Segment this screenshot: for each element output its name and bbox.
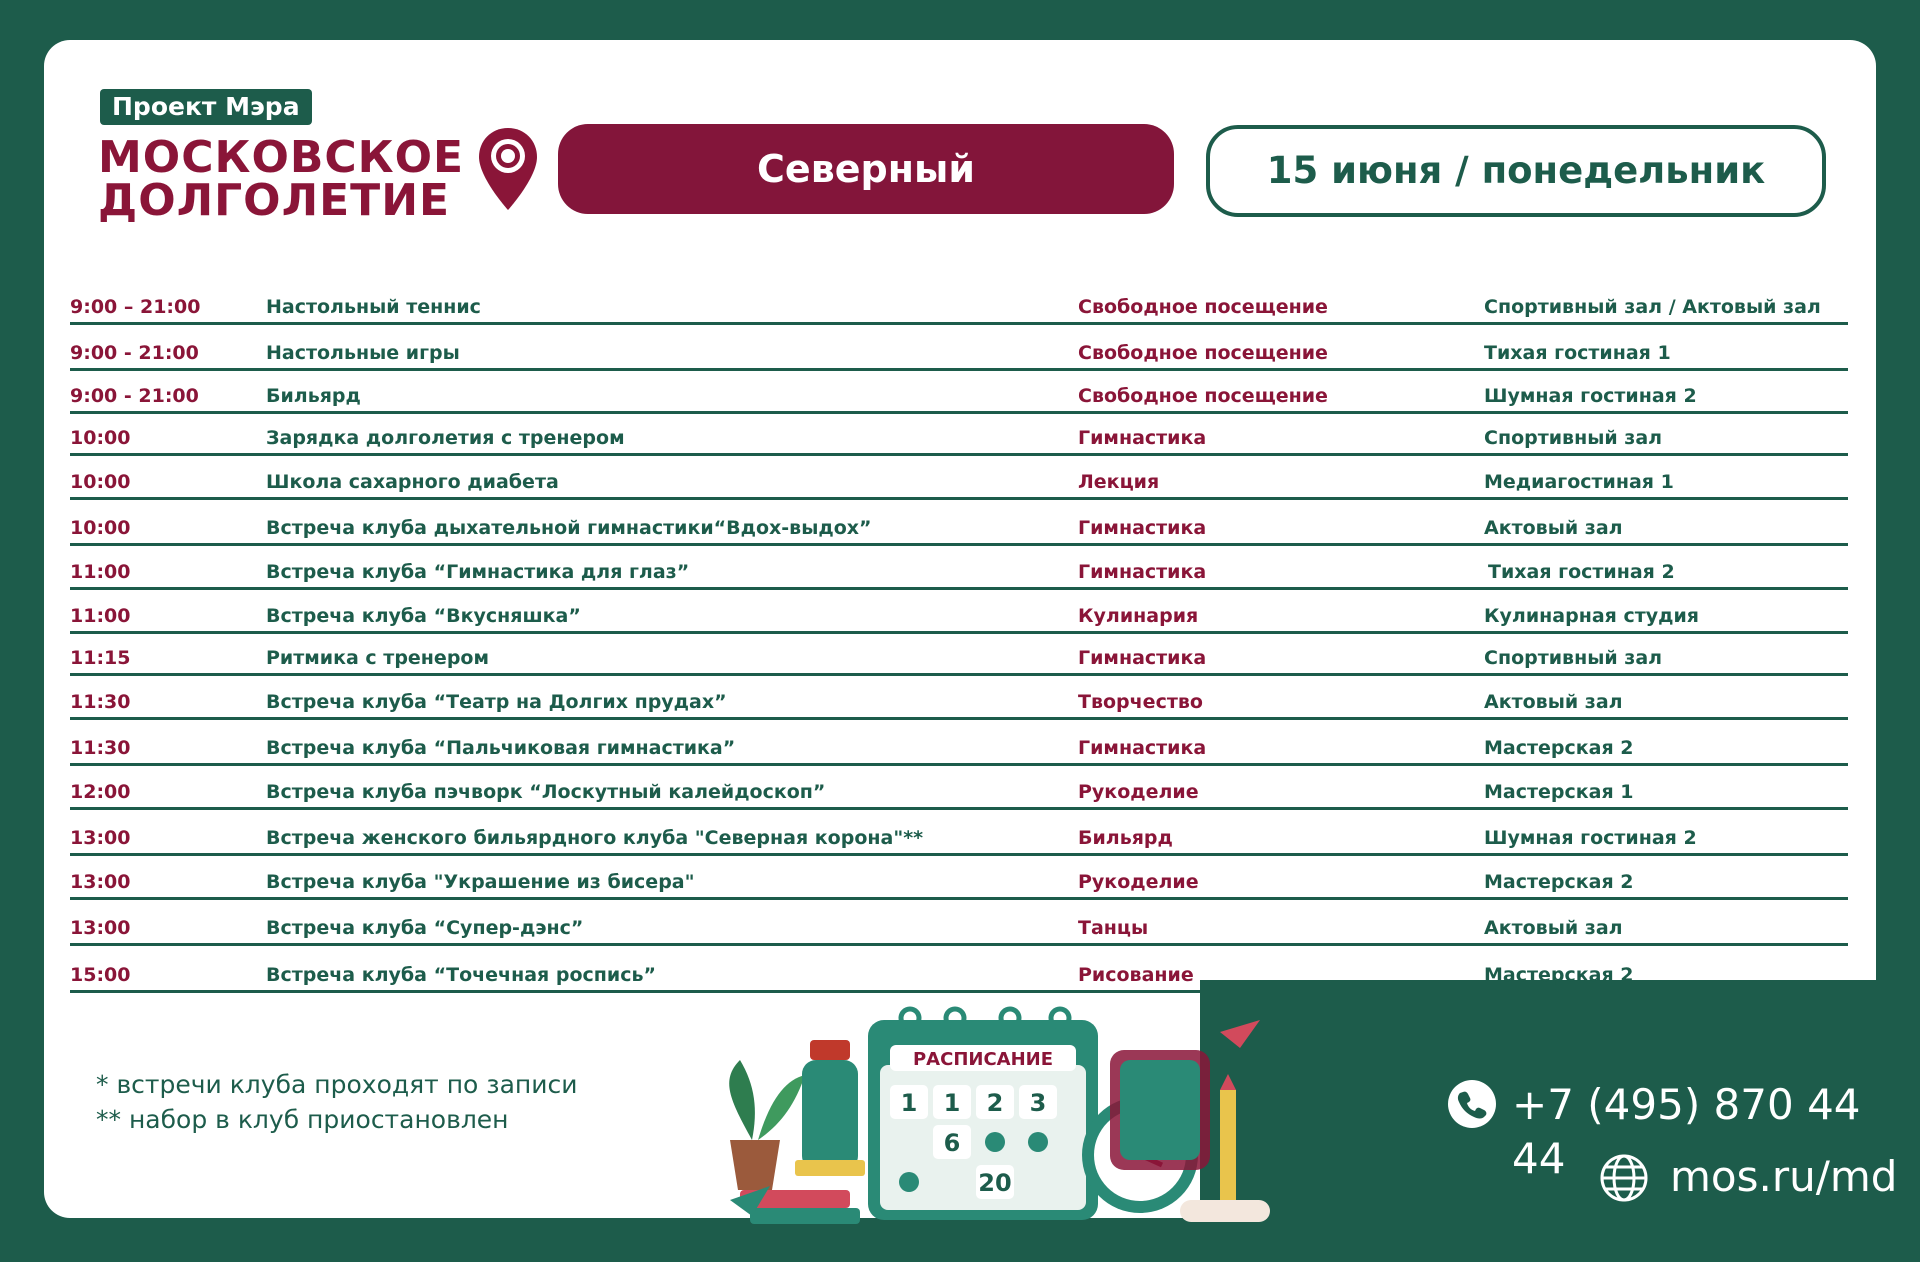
table-row	[70, 368, 1848, 414]
row-time: 13:00	[70, 827, 131, 849]
row-event: Встреча клуба “Супер-дэнс”	[266, 917, 584, 939]
row-time: 10:00	[70, 471, 131, 493]
row-place: Актовый зал	[1484, 691, 1623, 713]
table-row	[70, 453, 1848, 500]
project-badge: Проект Мэра	[100, 89, 312, 125]
row-event: Встреча клуба “Точечная роспись”	[266, 964, 656, 986]
row-event: Бильярд	[266, 385, 361, 407]
row-place: Актовый зал	[1484, 517, 1623, 539]
row-type: Гимнастика	[1078, 561, 1207, 583]
row-place: Шумная гостиная 2	[1484, 827, 1697, 849]
row-type: Творчество	[1078, 691, 1203, 713]
row-type: Рукоделие	[1078, 781, 1199, 803]
row-time: 11:30	[70, 737, 131, 759]
row-type: Гимнастика	[1078, 737, 1207, 759]
row-event: Встреча клуба “Гимнастика для глаз”	[266, 561, 690, 583]
calendar-cell: 3	[1029, 1089, 1047, 1117]
table-row	[70, 631, 1848, 676]
row-time: 9:00 - 21:00	[70, 385, 199, 407]
row-place: Спортивный зал / Актовый зал	[1484, 296, 1821, 318]
table-row	[70, 897, 1848, 946]
table-row	[70, 543, 1848, 590]
footnote-registration: * встречи клуба проходят по записи	[96, 1070, 578, 1099]
calendar-cell: 1	[943, 1089, 961, 1117]
row-time: 10:00	[70, 427, 131, 449]
table-row	[70, 717, 1848, 766]
table-row	[70, 853, 1848, 900]
row-event: Встреча клуба пэчворк “Лоскутный калейдоскоп”	[266, 781, 826, 803]
row-type: Танцы	[1078, 917, 1149, 939]
row-time: 11:00	[70, 605, 131, 627]
row-type: Бильярд	[1078, 827, 1173, 849]
row-place: Актовый зал	[1484, 917, 1623, 939]
row-time: 12:00	[70, 781, 131, 803]
row-event: Встреча клуба "Украшение из бисера"	[266, 871, 695, 893]
logo-line-1: МОСКОВСКОЕ	[98, 132, 465, 183]
table-row	[70, 763, 1848, 810]
row-event: Школа сахарного диабета	[266, 471, 559, 493]
row-type: Гимнастика	[1078, 427, 1207, 449]
row-event: Настольный теннис	[266, 296, 481, 318]
row-type: Свободное посещение	[1078, 385, 1328, 407]
row-place: Кулинарная студия	[1484, 605, 1699, 627]
row-place: Мастерская 2	[1484, 871, 1634, 893]
footnote-suspended: ** набор в клуб приостановлен	[96, 1105, 509, 1134]
row-place: Шумная гостиная 2	[1484, 385, 1697, 407]
row-type: Рукоделие	[1078, 871, 1199, 893]
row-event: Настольные игры	[266, 342, 460, 364]
table-row	[70, 587, 1848, 634]
row-time: 13:00	[70, 871, 131, 893]
calendar-title: РАСПИСАНИЕ	[912, 1049, 1054, 1070]
row-place: Мастерская 2	[1484, 737, 1634, 759]
table-row	[70, 411, 1848, 456]
table-row	[70, 286, 1848, 325]
row-event: Встреча клуба “Театр на Долгих прудах”	[266, 691, 727, 713]
row-time: 11:15	[70, 647, 131, 669]
row-place: Спортивный зал	[1484, 647, 1663, 669]
row-time: 15:00	[70, 964, 131, 986]
globe-icon	[1598, 1152, 1650, 1204]
row-place: Тихая гостиная 1	[1484, 342, 1671, 364]
table-row	[70, 673, 1848, 720]
row-time: 9:00 - 21:00	[70, 342, 199, 364]
phone-icon	[1446, 1078, 1498, 1130]
row-type: Лекция	[1078, 471, 1160, 493]
logo-line-2: ДОЛГОЛЕТИЕ	[98, 175, 451, 226]
calendar-cell: 2	[986, 1089, 1004, 1117]
district-name: Северный	[558, 124, 1174, 214]
row-type: Свободное посещение	[1078, 342, 1328, 364]
calendar-cell: 20	[978, 1169, 1012, 1197]
calendar-cell: 6	[943, 1129, 961, 1157]
row-event: Ритмика с тренером	[266, 647, 489, 669]
row-place: Тихая гостиная 2	[1488, 561, 1675, 583]
table-row	[70, 322, 1848, 371]
row-place: Спортивный зал	[1484, 427, 1663, 449]
row-time: 13:00	[70, 917, 131, 939]
row-event: Встреча клуба “Пальчиковая гимнастика”	[266, 737, 736, 759]
location-pin-icon	[476, 126, 540, 212]
contact-phone[interactable]: +7 (495) 870 44 44	[1512, 1080, 1861, 1183]
row-place: Медиагостиная 1	[1484, 471, 1674, 493]
row-event: Зарядка долголетия с тренером	[266, 427, 625, 449]
table-row	[70, 943, 1848, 993]
row-type: Гимнастика	[1078, 517, 1207, 539]
row-event: Встреча женского бильярдного клуба "Северная корона"**	[266, 827, 924, 849]
calendar-cell: 1	[900, 1089, 918, 1117]
row-type: Гимнастика	[1078, 647, 1207, 669]
row-type: Свободное посещение	[1078, 296, 1328, 318]
table-row	[70, 497, 1848, 546]
row-time: 9:00 – 21:00	[70, 296, 201, 318]
row-time: 11:30	[70, 691, 131, 713]
row-type: Рисование	[1078, 964, 1194, 986]
schedule-date: 15 июня / понедельник	[1206, 125, 1826, 217]
row-type: Кулинария	[1078, 605, 1199, 627]
schedule-illustration	[580, 990, 1320, 1230]
row-place: Мастерская 2	[1484, 964, 1634, 986]
row-place: Мастерская 1	[1484, 781, 1634, 803]
contact-website[interactable]: mos.ru/md	[1670, 1152, 1898, 1201]
row-time: 11:00	[70, 561, 131, 583]
row-event: Встреча клуба “Вкусняшка”	[266, 605, 581, 627]
table-row	[70, 807, 1848, 856]
row-event: Встреча клуба дыхательной гимнастики“Вдох-выдох”	[266, 517, 872, 539]
row-time: 10:00	[70, 517, 131, 539]
